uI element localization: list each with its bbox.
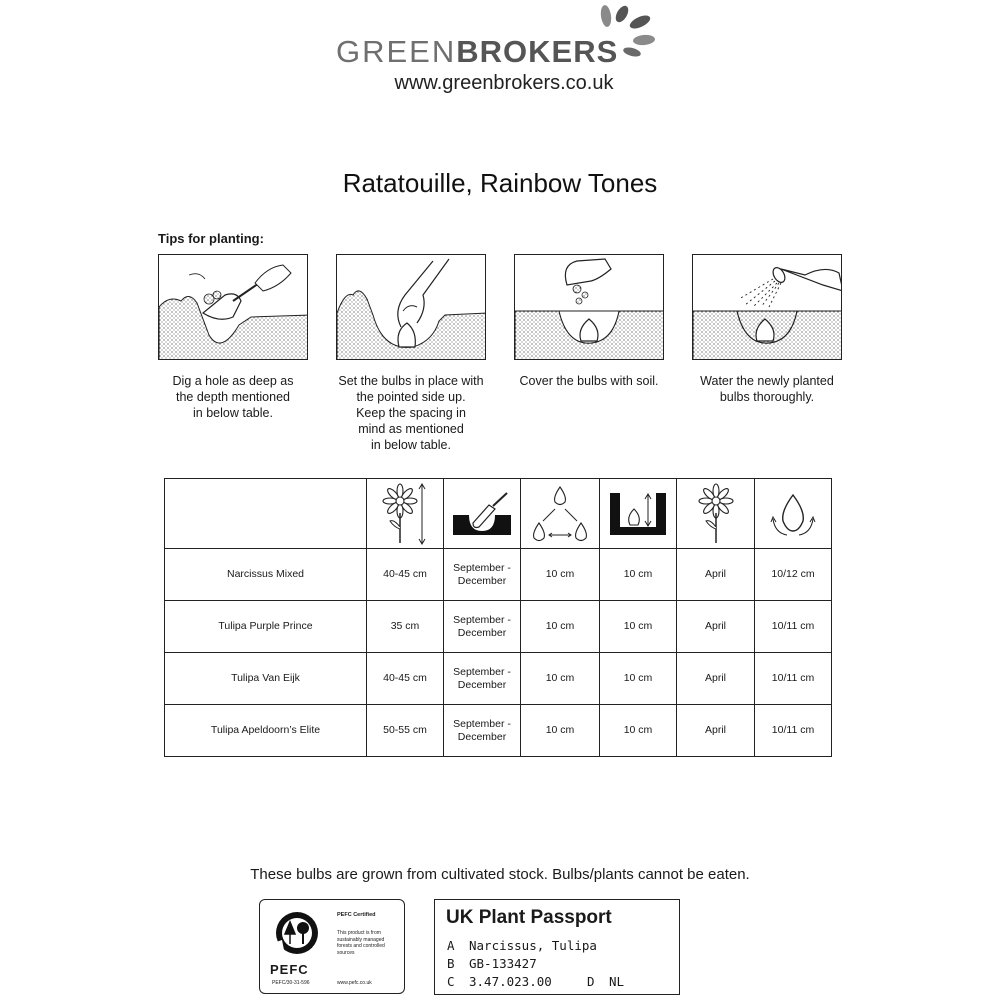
page-title: Ratatouille, Rainbow Tones xyxy=(342,168,658,198)
planting-time-value: September - December xyxy=(444,549,521,601)
header-planting-time-cell xyxy=(444,479,521,549)
header-height-cell xyxy=(367,479,444,549)
tip-text-dig: Dig a hole as deep as the depth mentioned in below table. xyxy=(172,374,294,420)
flowering-value: April xyxy=(677,705,755,757)
tip-text-set-bulbs: Set the bulbs in place with the pointed side up. Keep the spacing in mind as mentioned in below table. xyxy=(338,374,484,452)
cover-soil-icon xyxy=(515,255,664,360)
passport-label-a: A xyxy=(447,938,455,953)
tips-heading: Tips for planting: xyxy=(158,231,264,246)
header-spacing-cell xyxy=(521,479,600,549)
passport-line-b xyxy=(447,956,537,971)
pefc-code: PEFC/30-31-596 xyxy=(272,980,310,986)
watering-can-icon xyxy=(693,255,842,360)
planting-time-icon xyxy=(449,489,515,539)
variety-name: Tulipa Van Eijk xyxy=(165,653,367,705)
table-row xyxy=(165,601,832,653)
variety-name: Narcissus Mixed xyxy=(165,549,367,601)
passport-value-b: GB-133427 xyxy=(469,956,537,971)
planting-depth-icon xyxy=(608,489,668,539)
set-bulb-icon xyxy=(337,255,486,360)
spacing-value: 10 cm xyxy=(521,653,600,705)
passport-value-d: NL xyxy=(609,974,625,989)
brand-name-light: GREEN xyxy=(336,34,457,69)
tip-illustration-water xyxy=(692,254,842,360)
tip-text-water: Water the newly planted bulbs thoroughly. xyxy=(700,374,834,404)
tip-illustration-cover xyxy=(514,254,664,360)
plant-passport xyxy=(434,899,680,995)
spacing-icon xyxy=(527,483,593,545)
spacing-value: 10 cm xyxy=(521,549,600,601)
planting-time-value: September - December xyxy=(444,653,521,705)
passport-title: UK Plant Passport xyxy=(446,907,612,928)
header-size-cell xyxy=(755,479,832,549)
table-header-row xyxy=(165,479,832,549)
spacing-value: 10 cm xyxy=(521,601,600,653)
flowering-value: April xyxy=(677,653,755,705)
passport-label-c: C xyxy=(447,974,455,989)
header-depth-cell xyxy=(600,479,677,549)
bulb-size-icon xyxy=(763,489,823,539)
passport-label-b: B xyxy=(447,956,455,971)
brand-logo xyxy=(336,34,618,70)
website-url: www.greenbrokers.co.uk xyxy=(394,72,614,94)
size-value: 10/11 cm xyxy=(755,653,832,705)
pefc-trees-icon xyxy=(274,910,320,960)
table-corner-cell xyxy=(165,479,367,549)
height-value: 50-55 cm xyxy=(367,705,444,757)
flowering-value: April xyxy=(677,549,755,601)
passport-value-a: Narcissus, Tulipa xyxy=(469,938,597,953)
tip-illustration-dig xyxy=(158,254,308,360)
height-value: 35 cm xyxy=(367,601,444,653)
size-value: 10/12 cm xyxy=(755,549,832,601)
spacing-value: 10 cm xyxy=(521,705,600,757)
passport-value-c: 3.47.023.00 xyxy=(469,974,552,989)
depth-value: 10 cm xyxy=(600,705,677,757)
pefc-website: www.pefc.co.uk xyxy=(337,980,372,986)
table-row xyxy=(165,653,832,705)
passport-line-c xyxy=(447,974,624,989)
pefc-brand: PEFC xyxy=(270,962,309,977)
depth-value: 10 cm xyxy=(600,549,677,601)
height-value: 40-45 cm xyxy=(367,653,444,705)
flower-height-icon xyxy=(380,483,430,545)
variety-name: Tulipa Purple Prince xyxy=(165,601,367,653)
tip-illustration-set-bulbs xyxy=(336,254,486,360)
brand-name-bold: BROKERS xyxy=(456,34,619,69)
pefc-certified: PEFC Certified xyxy=(337,912,376,918)
bulb-info-table xyxy=(164,478,832,757)
planting-time-value: September - December xyxy=(444,601,521,653)
passport-label-d: D xyxy=(587,974,595,989)
pefc-label xyxy=(259,899,405,994)
table-row xyxy=(165,705,832,757)
tip-text-cover: Cover the bulbs with soil. xyxy=(519,374,659,388)
depth-value: 10 cm xyxy=(600,601,677,653)
flowering-value: April xyxy=(677,601,755,653)
planting-time-value: September - December xyxy=(444,705,521,757)
pefc-description: This product is from sustainably managed forests and controlled sources xyxy=(337,930,385,956)
edibility-notice: These bulbs are grown from cultivated stock. Bulbs/plants cannot be eaten. xyxy=(250,866,750,883)
dig-hole-icon xyxy=(159,255,308,360)
depth-value: 10 cm xyxy=(600,653,677,705)
table-row xyxy=(165,549,832,601)
height-value: 40-45 cm xyxy=(367,549,444,601)
size-value: 10/11 cm xyxy=(755,705,832,757)
flowering-time-icon xyxy=(694,483,738,545)
leaves-logo-icon xyxy=(596,2,658,58)
header-flowering-cell xyxy=(677,479,755,549)
size-value: 10/11 cm xyxy=(755,601,832,653)
variety-name: Tulipa Apeldoorn’s Elite xyxy=(165,705,367,757)
passport-line-a xyxy=(447,938,597,953)
